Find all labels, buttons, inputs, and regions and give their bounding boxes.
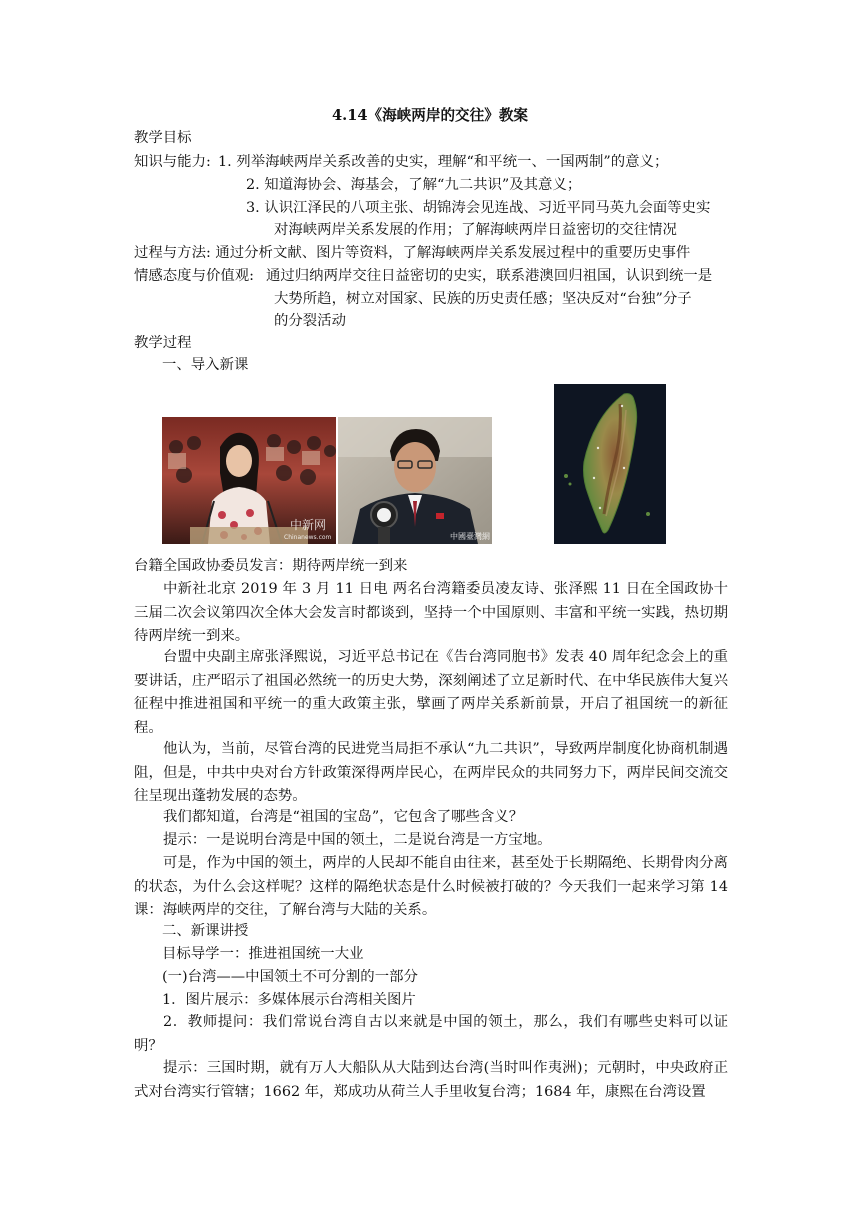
knowledge-item-2: 2. 知道海协会、海基会，了解“九二共识”及其意义； bbox=[246, 177, 582, 193]
hint-paragraph: 提示：一是说明台湾是中国的领土，二是说台湾是一方宝地。 bbox=[163, 832, 552, 848]
attitude-line-2: 大势所趋，树立对国家、民族的历史责任感；坚决反对“台独”分子 bbox=[274, 291, 692, 307]
taiwan-relief-map bbox=[554, 384, 666, 544]
knowledge-item-3: 3. 认识江泽民的八项主张、胡锦涛会见连战、习近平同马英九会面等史实 bbox=[246, 200, 711, 216]
goal-heading-1: 目标导学一：推进祖国统一大业 bbox=[162, 946, 364, 962]
section-intro-heading: 一、导入新课 bbox=[162, 357, 249, 373]
objectives-heading: 教学目标 bbox=[134, 130, 192, 146]
knowledge-item-1: 1. 列举海峡两岸关系改善的史实，理解“和平统一、一国两制”的意义； bbox=[218, 154, 669, 170]
section-new-lesson-heading: 二、新课讲授 bbox=[162, 923, 249, 939]
news-paragraph-2: 台盟中央副主席张泽熙说，习近平总书记在《告台湾同胞书》发表 40 周年纪念会上的重要讲话，庄严昭示了祖国必然统一的历史大势，深刻阐述了立足新时代、在中华民族伟大复兴征程中推进祖国和平统一的重大政策主张，擘画了两岸关系新前景，开启了祖国统一的新征程。 bbox=[134, 649, 728, 736]
document-title: 4.14《海峡两岸的交往》教案 bbox=[331, 107, 529, 124]
watermark-taiwan-net: 中國臺灣網 bbox=[450, 532, 490, 541]
knowledge-item-3-cont: 对海峡两岸关系发展的作用；了解海峡两岸日益密切的交往情况 bbox=[274, 222, 677, 238]
photo-speaker-zhang-zexi bbox=[338, 417, 492, 544]
history-hint-paragraph: 提示：三国时期，就有万人大船队从大陆到达台湾(当时叫作夷洲)；元朝时，中央政府正式对台湾实行管辖；1662 年，郑成功从荷兰人手里收复台湾；1684 年，康熙在台湾设置 bbox=[134, 1060, 728, 1100]
watermark-chinanews-sub: Chinanews.com bbox=[284, 534, 332, 541]
subsection-heading-1: (一)台湾——中国领土不可分割的一部分 bbox=[162, 969, 418, 985]
process-method: 过程与方法: 通过分析文献、图片等资料，了解海峡两岸关系发展过程中的重要历史事件 bbox=[134, 245, 691, 261]
attitude-line-3: 的分裂活动 bbox=[274, 313, 346, 329]
step-2: 2．教师提问：我们常说台湾自古以来就是中国的领土，那么，我们有哪些史料可以证明？ bbox=[134, 1014, 728, 1054]
step-1: 1．图片展示：多媒体展示台湾相关图片 bbox=[162, 992, 416, 1008]
question-paragraph: 我们都知道，台湾是“祖国的宝岛”，它包含了哪些含义？ bbox=[163, 809, 524, 825]
attitude-label: 情感态度与价值观: bbox=[134, 268, 254, 284]
news-paragraph-1: 中新社北京 2019 年 3 月 11 日电 两名台湾籍委员凌友诗、张泽熙 11 日在全国政协十三届二次会议第四次全体大会发言时都谈到，坚持一个中国原则、丰富和平统一实践，热切期待两岸统一到来。 bbox=[134, 581, 728, 644]
watermark-chinanews: 中新网 bbox=[290, 518, 327, 532]
knowledge-label: 知识与能力: bbox=[134, 154, 211, 170]
photo-speaker-ling-youshi bbox=[162, 417, 336, 544]
attitude-line-1: 通过归纳两岸交往日益密切的史实，联系港澳回归祖国，认识到统一是 bbox=[266, 268, 713, 284]
process-heading: 教学过程 bbox=[134, 335, 192, 351]
news-headline: 台籍全国政协委员发言：期待两岸统一到来 bbox=[134, 558, 408, 574]
news-paragraph-3: 他认为，当前，尽管台湾的民进党当局拒不承认“九二共识”，导致两岸制度化协商机制遇阻，但是，中共中央对台方针政策深得两岸民心，在两岸民众的共同努力下，两岸民间交流交往呈现出蓬勃发展的态势。 bbox=[134, 741, 728, 804]
transition-paragraph: 可是，作为中国的领土，两岸的人民却不能自由往来，甚至处于长期隔绝、长期骨肉分离的状态，为什么会这样呢？这样的隔绝状态是什么时候被打破的？今天我们一起来学习第 14 课：海峡两岸的交往，了解台湾与大陆的关系。 bbox=[134, 855, 728, 918]
